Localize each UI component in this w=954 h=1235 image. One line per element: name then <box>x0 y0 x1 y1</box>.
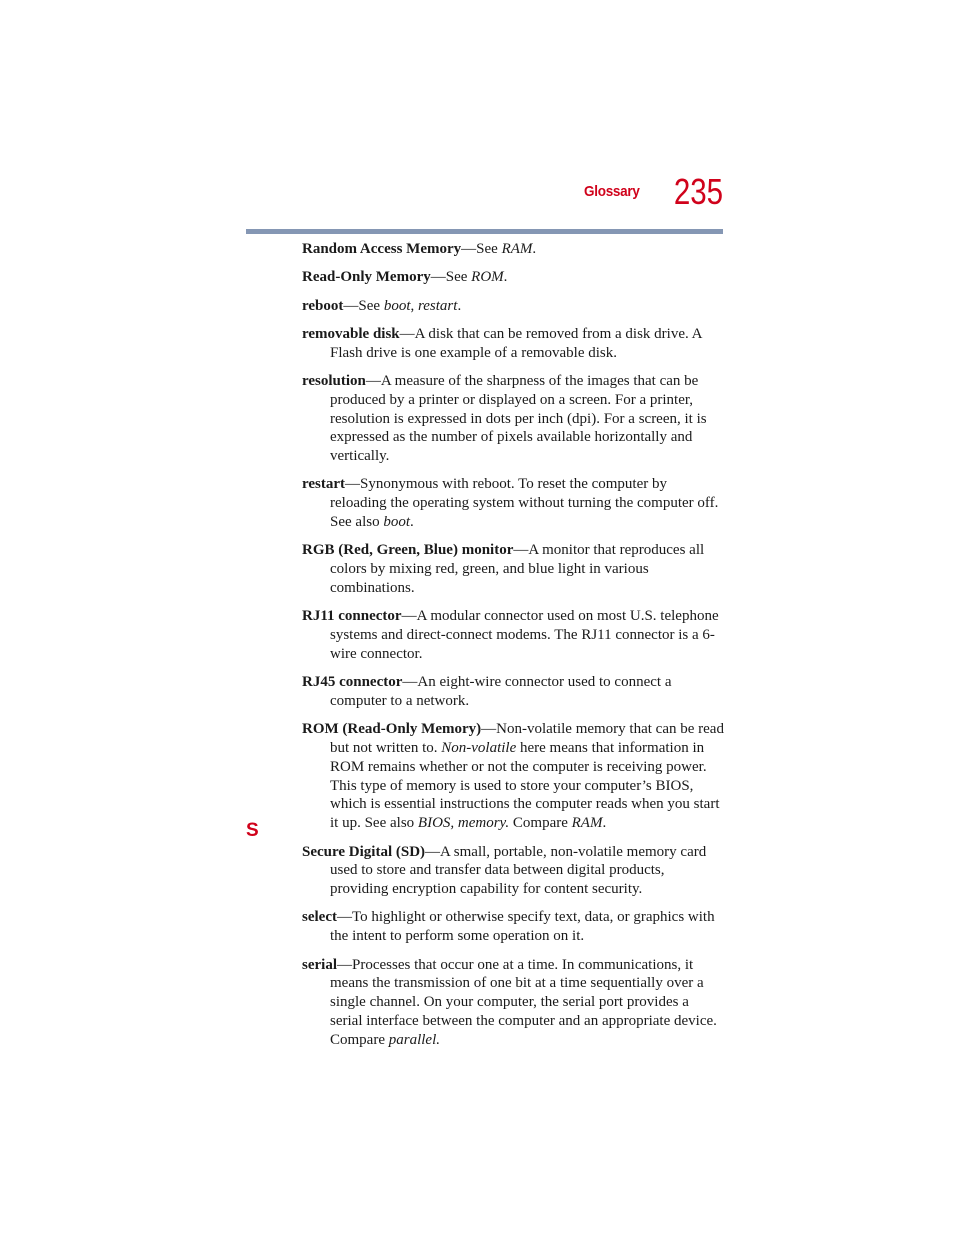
entry-term: serial <box>302 956 337 973</box>
glossary-entries <box>302 240 724 1059</box>
glossary-entry <box>302 843 724 899</box>
entry-term: Read-Only Memory <box>302 269 431 286</box>
entry-reference: parallel. <box>388 1031 440 1048</box>
entry-text: here means that information in ROM remains whether or not the computer is receiving power. This type of memory is used to store your computer’s BIOS, which is essential instructions the computer reads when you start it up. See also <box>330 740 720 832</box>
section-title: Glossary <box>584 183 640 200</box>
entry-term: ROM (Read-Only Memory) <box>302 721 482 738</box>
entry-text: . <box>457 297 462 314</box>
glossary-entry <box>302 956 724 1050</box>
entry-reference: boot <box>383 514 410 531</box>
entry-text: . <box>503 269 508 286</box>
entry-term: restart <box>302 476 346 493</box>
entry-term: reboot <box>302 297 344 314</box>
entry-text: Compare <box>509 815 572 832</box>
glossary-entry <box>302 268 724 287</box>
glossary-entry <box>302 720 724 833</box>
entry-text: —Non-volatile memory that can be read but not written to. <box>330 721 724 757</box>
section-letter: S <box>246 820 259 841</box>
entry-definition <box>431 269 508 285</box>
entry-reference: Non-volatile <box>441 740 517 757</box>
entry-text: , <box>410 297 418 314</box>
entry-definition <box>330 476 718 530</box>
entry-text: —A modular connector used on most U.S. telephone systems and direct-connect modems. The RJ11 connector is a 6-wire connector. <box>330 608 719 662</box>
entry-term: select <box>302 909 337 926</box>
entry-definition <box>330 909 715 944</box>
entry-text: . <box>410 514 414 531</box>
entry-term: RJ45 connector <box>302 674 403 691</box>
entry-text: —A small, portable, non-volatile memory card used to store and transfer data between digital products, providing encryption capability for content security. <box>330 843 707 898</box>
entry-text: —Synonymous with reboot. To reset the computer by reloading the operating system without turning the computer off. See also <box>330 476 719 531</box>
entry-term: removable disk <box>302 325 400 342</box>
glossary-entry <box>302 325 724 363</box>
entry-text: —Processes that occur one at a time. In communications, it means the transmission of one bit at a time sequentially over a single channel. On your computer, the serial port provides a serial interface between the computer and an appropriate device. Compare <box>330 956 717 1048</box>
entry-text: —See <box>430 269 472 286</box>
entry-text: —A monitor that reproduces all colors by mixing red, green, and blue light in various combinations. <box>330 542 705 596</box>
entry-text: —See <box>461 241 502 257</box>
entry-reference: restart <box>417 297 458 314</box>
entry-term: RJ11 connector <box>302 608 402 625</box>
glossary-entry <box>302 240 724 259</box>
glossary-entry <box>302 541 724 597</box>
entry-reference: RAM <box>571 815 603 832</box>
glossary-entry <box>302 908 724 946</box>
glossary-entry <box>302 297 724 316</box>
entry-text: —See <box>343 297 384 314</box>
entry-text: —A disk that can be removed from a disk drive. A Flash drive is one example of a removable disk. <box>330 325 702 361</box>
entry-text: . <box>602 815 607 832</box>
glossary-entry <box>302 372 724 466</box>
entry-definition <box>343 298 461 314</box>
entry-definition <box>461 241 536 257</box>
entry-definition <box>330 721 724 831</box>
entry-reference: BIOS, memory. <box>417 815 510 832</box>
page-number: 235 <box>673 171 723 212</box>
entry-reference: boot <box>383 297 411 314</box>
header-rule <box>246 229 723 234</box>
entry-definition <box>330 957 717 1048</box>
entry-reference: ROM <box>471 269 504 286</box>
entry-term: Random Access Memory <box>302 241 462 257</box>
entry-text: —An eight-wire connector used to connect a computer to a network. <box>330 674 672 709</box>
glossary-entry <box>302 475 724 531</box>
entry-definition <box>330 373 707 464</box>
entry-text: —To highlight or otherwise specify text, data, or graphics with the intent to perform some operation on it. <box>330 909 715 945</box>
entry-term: Secure Digital (SD) <box>302 843 426 860</box>
glossary-entry <box>302 673 724 711</box>
entry-text: —A measure of the sharpness of the images that can be produced by a printer or displayed on a screen. For a printer, resolution is expressed in dots per inch (dpi). For a screen, it is expressed as the number of pixels available horizontally and vertically. <box>330 372 707 465</box>
glossary-entry <box>302 607 724 663</box>
entry-reference: RAM <box>501 241 533 257</box>
entry-text: . <box>532 241 537 257</box>
entry-term: resolution <box>302 372 366 389</box>
entry-term: RGB (Red, Green, Blue) monitor <box>302 542 514 559</box>
